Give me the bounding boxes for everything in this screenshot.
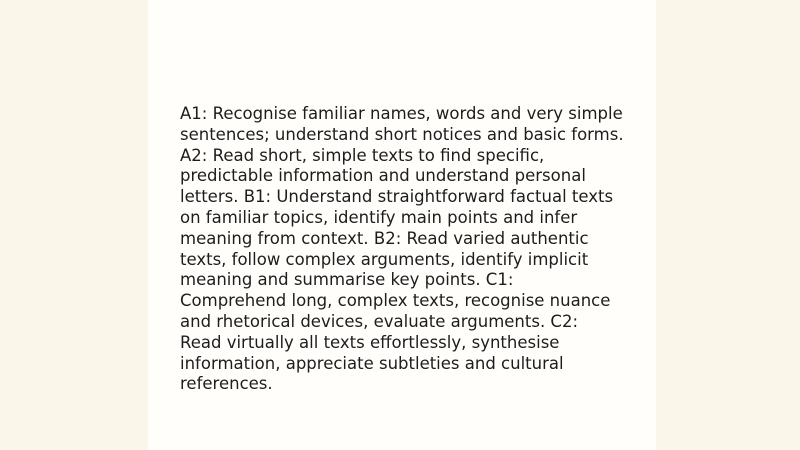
right-margin bbox=[656, 0, 800, 450]
document-page bbox=[148, 0, 656, 450]
left-margin bbox=[0, 0, 148, 450]
reading-levels-paragraph: A1: Recognise familiar names, words and very simple sentences; understand short notices and basic forms. A2: Read short, simple texts to find specific, predictable information and understand personal letters. B1: Understand straightforward factual texts on familiar topics, identify main points and infer meaning from context. B2: Read varied authentic texts, follow complex arguments, identify implicit meaning and summarise key points. C1: Comprehend long, complex texts, recognise nuance and rhetorical devices, evaluate arguments. C2: Read virtually all texts effortlessly, synthesise information, appreciate subtleties and cultural references. bbox=[180, 104, 624, 394]
